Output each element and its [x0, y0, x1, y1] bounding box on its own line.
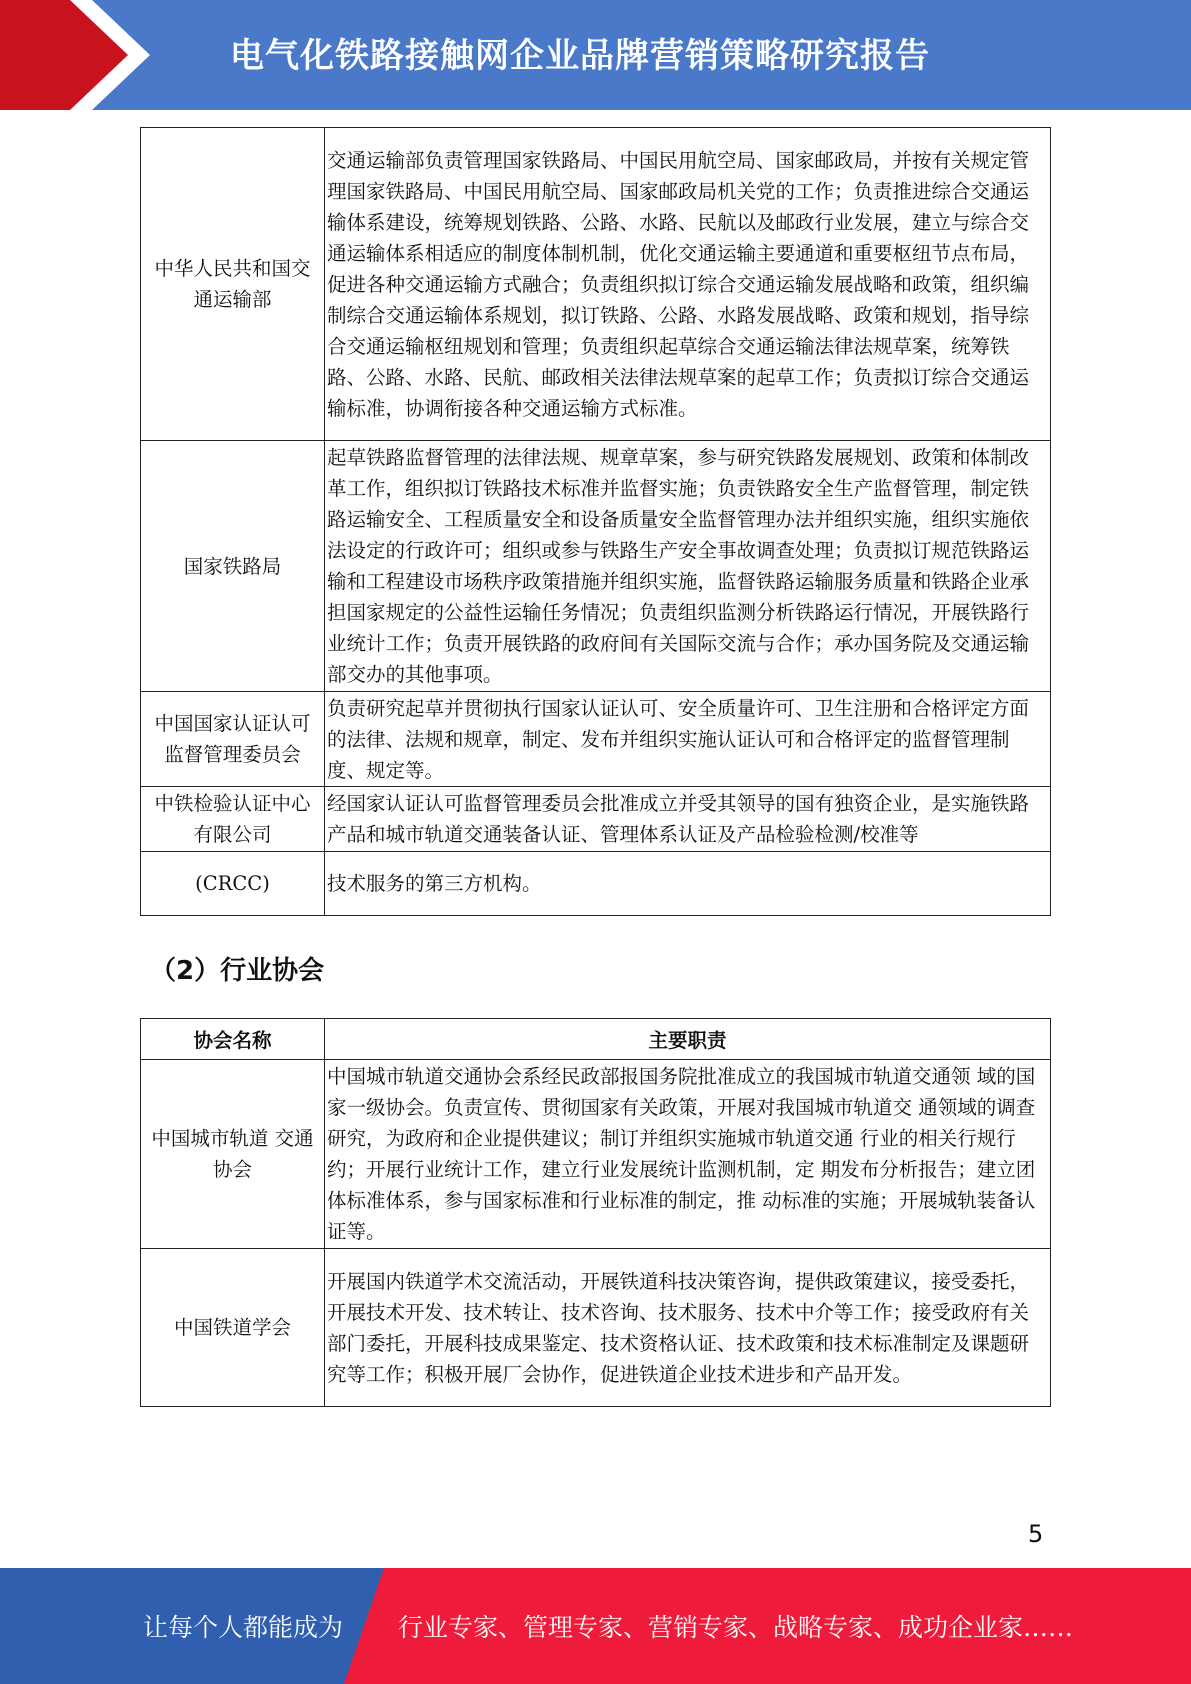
- table-row: [141, 852, 1051, 916]
- department-name: 中铁检验认证中心有限公司: [141, 787, 325, 852]
- page-footer: [0, 1568, 1191, 1684]
- report-title: 电气化铁路接触网企业品牌营销策略研究报告: [230, 36, 930, 76]
- department-duty: 交通运输部负责管理国家铁路局、中国民用航空局、国家邮政局，并按有关规定管理国家铁路局、中国民用航空局、国家邮政局机关党的工作；负责推进综合交通运输体系建设，统筹规划铁路、公路、水路、民航以及邮政行业发展，建立与综合交通运输体系相适应的制度体制机制，优化交通运输主要通道和重要枢纽节点布局，促进各种交通运输方式融合；负责组织拟订综合交通运输发展战略和政策，组织编制综合交通运输体系规划，拟订铁路、公路、水路发展战略、政策和规划，指导综合交通运输枢纽规划和管理；负责组织起草综合交通运输法律法规草案，统筹铁路、公路、水路、民航、邮政相关法律法规草案的起草工作；负责拟订综合交通运输标准，协调衔接各种交通运输方式标准。: [325, 128, 1051, 441]
- table-row: [141, 441, 1051, 692]
- header-red-arrow-decoration: [0, 0, 260, 110]
- department-name: (CRCC): [141, 852, 325, 916]
- department-name: 中国国家认证认可监督管理委员会: [141, 692, 325, 787]
- table-row: [141, 1060, 1051, 1249]
- government-departments-table: [140, 127, 1051, 916]
- association-duty: 中国城市轨道交通协会系经民政部报国务院批准成立的我国城市轨道交通领 域的国家一级协会。负责宣传、贯彻国家有关政策，开展对我国城市轨道交 通领域的调查研究，为政府和企业提供建议；制订并组织实施城市轨道交通 行业的相关行规行约；开展行业统计工作，建立行业发展统计监测机制，定 期发布分析报告；建立团体标准体系，参与国家标准和行业标准的制定，推 动标准的实施；开展城轨装备认证等。: [325, 1060, 1051, 1249]
- table-row: [141, 787, 1051, 852]
- department-duty: 起草铁路监督管理的法律法规、规章草案，参与研究铁路发展规划、政策和体制改革工作，组织拟订铁路技术标准并监督实施；负责铁路安全生产监督管理，制定铁路运输安全、工程质量安全和设备质量安全监督管理办法并组织实施，组织实施依法设定的行政许可；组织或参与铁路生产安全事故调查处理；负责拟订规范铁路运输和工程建设市场秩序政策措施并组织实施，监督铁路运输服务质量和铁路企业承担国家规定的公益性运输任务情况；负责组织监测分析铁路运行情况，开展铁路行业统计工作；负责开展铁路的政府间有关国际交流与合作；承办国务院及交通运输部交办的其他事项。: [325, 441, 1051, 692]
- column-header-association-name: 协会名称: [141, 1019, 325, 1060]
- department-name: 中华人民共和国交通运输部: [141, 128, 325, 441]
- department-duty: 经国家认证认可监督管理委员会批准成立并受其领导的国有独资企业，是实施铁路产品和城市轨道交通装备认证、管理体系认证及产品检验检测/校准等: [325, 787, 1051, 852]
- footer-slogan-left: 让每个人都能成为: [143, 1613, 344, 1642]
- footer-slogan-right: 行业专家、管理专家、营销专家、战略专家、成功企业家……: [398, 1613, 1074, 1642]
- page-header: [0, 0, 1191, 110]
- industry-associations-table: [140, 1018, 1051, 1407]
- department-duty: 技术服务的第三方机构。: [325, 852, 1051, 916]
- table-row: [141, 1249, 1051, 1407]
- association-name: 中国城市轨道 交通协会: [141, 1060, 325, 1249]
- table-row: [141, 128, 1051, 441]
- association-name: 中国铁道学会: [141, 1249, 325, 1407]
- department-duty: 负责研究起草并贯彻执行国家认证认可、安全质量许可、卫生注册和合格评定方面的法律、法规和规章，制定、发布并组织实施认证认可和合格评定的监督管理制度、规定等。: [325, 692, 1051, 787]
- table-row: [141, 692, 1051, 787]
- association-duty: 开展国内铁道学术交流活动，开展铁道科技决策咨询，提供政策建议，接受委托，开展技术开发、技术转让、技术咨询、技术服务、技术中介等工作；接受政府有关部门委托，开展科技成果鉴定、技术资格认证、技术政策和技术标准制定及课题研究等工作；积极开展厂会协作，促进铁道企业技术进步和产品开发。: [325, 1249, 1051, 1407]
- column-header-main-duties: 主要职责: [325, 1019, 1051, 1060]
- table-header-row: [141, 1019, 1051, 1060]
- section-heading: （2）行业协会: [150, 956, 325, 986]
- department-name: 国家铁路局: [141, 441, 325, 692]
- page-number: 5: [1028, 1520, 1044, 1548]
